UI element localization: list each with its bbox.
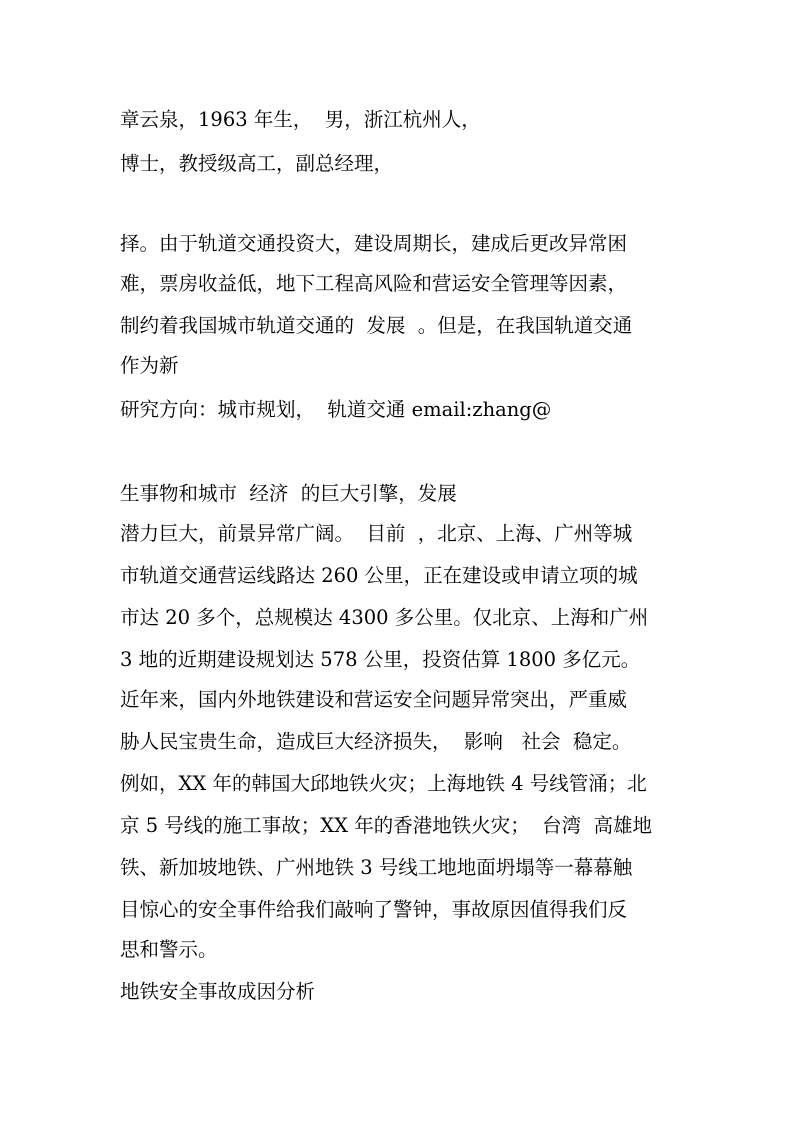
body-text-line: 潜力巨大，前景异常广阔。 目前 ，北京、上海、广州等城 <box>120 522 633 545</box>
body-text-line: 京 5 号线的施工事故；XX 年的香港地铁火灾； 台湾 高雄地 <box>120 814 653 837</box>
body-text-line: 胁人民宝贵生命，造成巨大经济损失， 影响 社会 稳定。 <box>120 730 632 753</box>
body-text-line: 作为新 <box>120 354 179 377</box>
body-text-line: 例如，XX 年的韩国大邱地铁火灾；上海地铁 4 号线管涌；北 <box>120 772 647 795</box>
research-direction-line: 研究方向：城市规划， 轨道交通 email:zhang@ <box>120 398 552 421</box>
body-text-line: 市轨道交通营运线路达 260 公里，正在建设或申请立项的城 <box>120 564 638 587</box>
body-text-line: 3 地的近期建设规划达 578 公里，投资估算 1800 多亿元。 <box>120 648 641 671</box>
body-text-line: 难，票房收益低，地下工程高风险和营运安全管理等因素， <box>120 272 628 295</box>
section-heading: 地铁安全事故成因分析 <box>120 980 316 1003</box>
body-text-line: 市达 20 多个，总规模达 4300 多公里。仅北京、上海和广州 <box>120 606 649 629</box>
body-text-line: 思和警示。 <box>120 938 218 961</box>
author-info-line: 章云泉，1963 年生， 男，浙江杭州人， <box>120 108 481 131</box>
body-text-line: 目惊心的安全事件给我们敲响了警钟，事故原因值得我们反 <box>120 898 628 921</box>
body-text-line: 近年来，国内外地铁建设和营运安全问题异常突出，严重威 <box>120 688 628 711</box>
body-text-line: 生事物和城市 经济 的巨大引擎，发展 <box>120 482 457 505</box>
author-info-line: 博士，教授级高工，副总经理， <box>120 152 394 175</box>
body-text-line: 铁、新加坡地铁、广州地铁 3 号线工地地面坍塌等一幕幕触 <box>120 856 633 879</box>
body-text-line: 择。由于轨道交通投资大，建设周期长，建成后更改异常困 <box>120 232 628 255</box>
body-text-line: 制约着我国城市轨道交通的 发展 。但是，在我国轨道交通 <box>120 314 633 337</box>
